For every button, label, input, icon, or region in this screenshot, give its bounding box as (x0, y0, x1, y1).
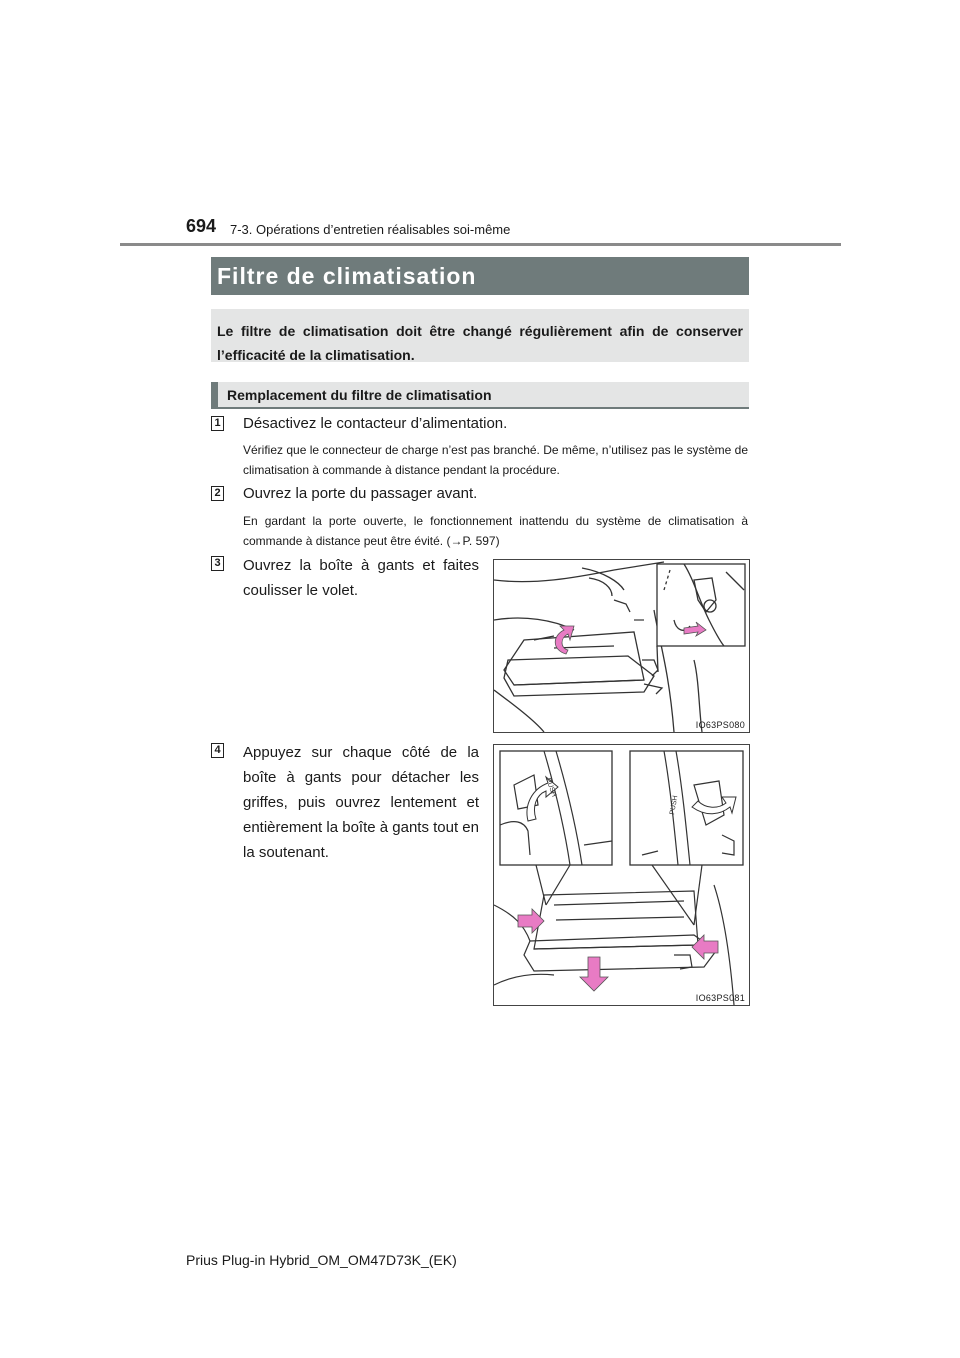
intro-box (211, 309, 749, 362)
step-number-3: 3 (211, 556, 224, 571)
step-number-2: 2 (211, 486, 224, 501)
step-2-note: En gardant la porte ouverte, le fonctionnement inattendu du système de climatisation à commande à distance peut être évité. (→P. 597) (243, 514, 748, 548)
step-4-text: Appuyez sur chaque côté de la boîte à gants pour détacher les griffes, puis ouvrez lentement et entièrement la boîte à gants tout en la soutenant. (243, 744, 479, 861)
figure-code-2: IO63PS081 (695, 993, 745, 1003)
step-3-text: Ouvrez la boîte à gants et faites coulisser le volet. (243, 557, 479, 599)
page-number: 694 (186, 216, 217, 236)
step-1-text: Désactivez le contacteur d’alimentation. (243, 415, 508, 432)
glove-box-detach-drawing (494, 745, 749, 1005)
glove-box-detach-illustration (493, 744, 750, 1006)
glove-box-open-drawing (494, 560, 749, 732)
push-label-right: PUSH (669, 794, 680, 816)
section-heading: Remplacement du filtre de climatisation (211, 382, 749, 409)
step-number-4: 4 (211, 743, 224, 758)
glove-box-open-illustration (493, 559, 750, 733)
push-label-left: PUSH (544, 777, 558, 798)
header-divider (120, 243, 841, 246)
page-title: Filtre de climatisation (211, 257, 749, 295)
step-1-note: Vérifiez que le connecteur de charge n’est pas branché. De même, n’utilisez pas le système de climatisation à commande à distance pendant la procédure. (243, 443, 748, 477)
footer-model-code: Prius Plug-in Hybrid_OM_OM47D73K_(EK) (186, 1252, 457, 1268)
step-2-text: Ouvrez la porte du passager avant. (243, 485, 478, 502)
intro-text: Le filtre de climatisation doit être changé régulièrement afin de conserver l’efficacité de la climatisation. (217, 323, 743, 363)
figure-code-1: IO63PS080 (695, 720, 745, 730)
chapter-title: 7-3. Opérations d’entretien réalisables soi-même (230, 222, 511, 237)
step-number-1: 1 (211, 416, 224, 431)
